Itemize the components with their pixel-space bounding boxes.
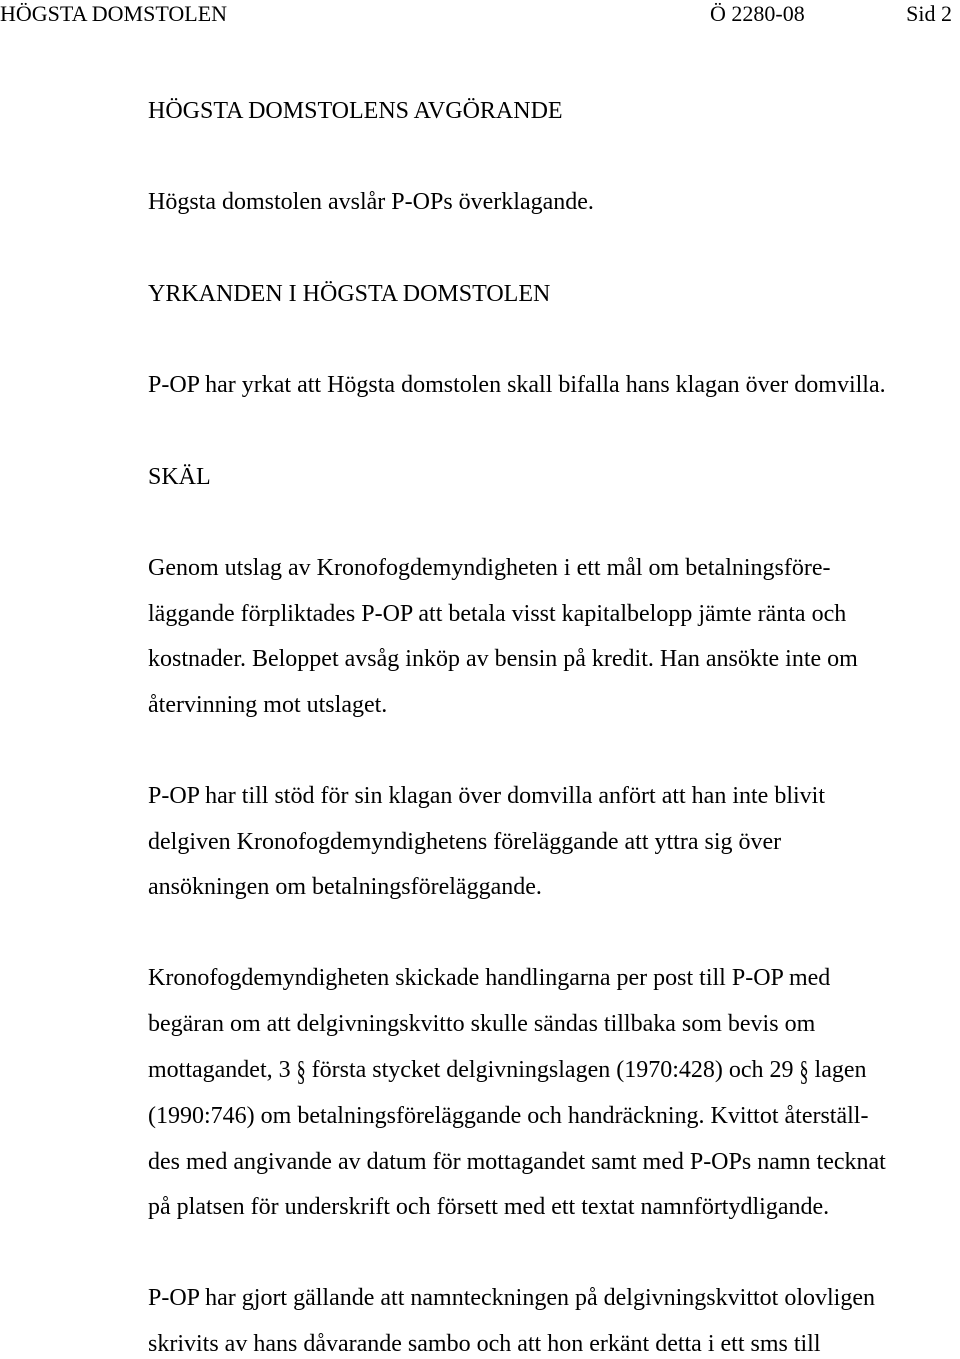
paragraph-line: (1990:746) om betalningsföreläggande och handräckning. Kvittot återställ-: [148, 1103, 869, 1129]
paragraph-line: på platsen för underskrift och försett med ett textat namnförtydligande.: [148, 1194, 830, 1220]
paragraph-line: skrivits av hans dåvarande sambo och att hon erkänt detta i ett sms till: [148, 1331, 821, 1357]
paragraph-segment: första stycket delgivningslagen (1970:428) och 29: [311, 1057, 794, 1083]
paragraph-line: delgiven Kronofogdemyndighetens föreläggande att yttra sig över: [148, 829, 782, 855]
paragraph-line: läggande förpliktades P-OP att betala visst kapitalbelopp jämte ränta och: [148, 601, 847, 627]
case-number: Ö 2280-08: [710, 1, 805, 26]
paragraph-line: Kronofogdemyndigheten skickade handlingarna per post till P-OP med: [148, 965, 831, 991]
section-sign: §: [296, 1055, 306, 1088]
paragraph-line: Genom utslag av Kronofogdemyndigheten i ett mål om betalningsföre-: [148, 555, 831, 581]
decision-text: Högsta domstolen avslår P-OPs överklagande.: [148, 189, 594, 215]
paragraph-line-with-section-signs: [148, 1055, 867, 1086]
paragraph-line: P-OP har till stöd för sin klagan över domvilla anfört att han inte blivit: [148, 783, 825, 809]
court-name: HÖGSTA DOMSTOLEN: [0, 1, 228, 26]
paragraph-line: begäran om att delgivningskvitto skulle sändas tillbaka som bevis om: [148, 1011, 816, 1037]
paragraph-line: P-OP har gjort gällande att namnteckningen på delgivningskvittot olovligen: [148, 1285, 875, 1311]
paragraph-segment: mottagandet, 3: [148, 1057, 291, 1083]
paragraph-line: återvinning mot utslaget.: [148, 692, 388, 718]
decision-heading: HÖGSTA DOMSTOLENS AVGÖRANDE: [148, 98, 563, 124]
reasons-heading: SKÄL: [148, 464, 211, 490]
claims-text: P-OP har yrkat att Högsta domstolen skall bifalla hans klagan över domvilla.: [148, 372, 886, 398]
claims-heading: YRKANDEN I HÖGSTA DOMSTOLEN: [148, 281, 551, 307]
page-header: [0, 0, 952, 30]
paragraph-line: des med angivande av datum för mottagandet samt med P-OPs namn tecknat: [148, 1149, 886, 1175]
page-number: Sid 2: [906, 1, 952, 26]
paragraph-segment: lagen: [814, 1057, 867, 1083]
paragraph-line: ansökningen om betalningsföreläggande.: [148, 874, 542, 900]
paragraph-line: kostnader. Beloppet avsåg inköp av bensin på kredit. Han ansökte inte om: [148, 646, 858, 672]
section-sign: §: [799, 1055, 809, 1088]
